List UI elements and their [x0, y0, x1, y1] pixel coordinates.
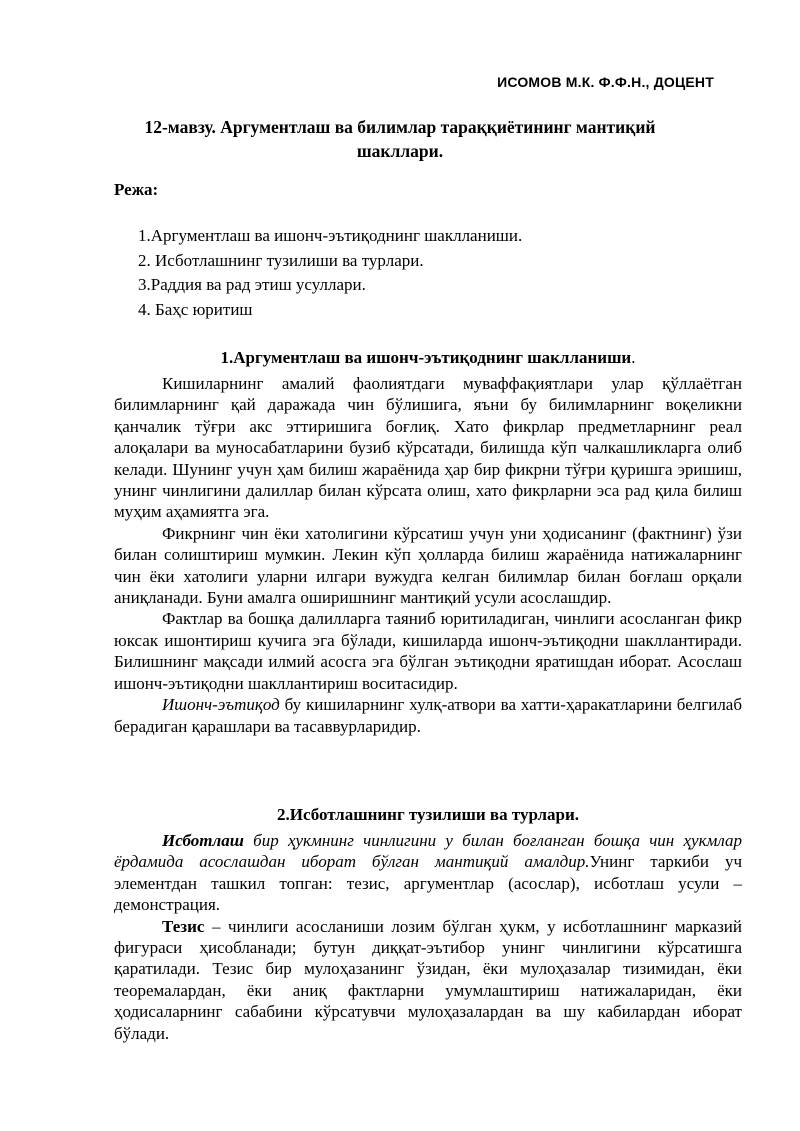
- plan-item-3: 3.Раддия ва рад этиш усуллари.: [138, 275, 366, 294]
- section-2-body: [114, 830, 742, 1044]
- term-ishonch-etiqod: Ишонч-эътиқод: [162, 695, 280, 715]
- term-isbotlash: Исботлаш: [162, 831, 244, 850]
- section-1-paragraph-1: Кишиларнинг амалий фаолиятдаги муваффақиятлари улар қўллаётган билимларнинг қай даражада чин бўлишига, яъни бу билимларнинг воқеликни қанчалик тўғри акс эттиришига боғлиқ. Хато фикрлар предметларнинг реал алоқалари ва муносабатларини бузиб кўрсатади, билишда кўп чалкашликларга олиб келади. Шунинг учун ҳам билиш жараёнида ҳар бир фикрни тўғри қуришга эришиш, унинг чинлигини далиллар билан кўрсата олиш, хато фикрларни эса рад қила билиш муҳим аҳамиятга эга.: [114, 374, 742, 522]
- section-1-paragraph-4: [114, 694, 742, 737]
- plan-label: Режа:: [114, 180, 159, 199]
- section-1-body: [114, 373, 742, 737]
- section-2-paragraph-2: [114, 916, 742, 1044]
- section-2-heading: 2.Исботлашнинг тузилиши ва турлари.: [276, 805, 580, 824]
- document-title: 12-мавзу. Аргументлаш ва билимлар тараққиётининг мантиқий шакллари.: [144, 117, 656, 161]
- section-1-heading-period: .: [631, 348, 636, 367]
- section-2-paragraph-2-text: – чинлиги асосланиши лозим бўлган ҳукм, у исботлашнинг марказий фигураси ҳисобланади; бутун диққат-эътибор унинг чинлигини кўрсатишга қаратилади. Тезис бир мулоҳазанинг ўзидан, ёки мулоҳазалар тизимидан, ёки теоремалардан, ёки аниқ фактларни умумлаштириш натижаларидан, ёки ҳодисаларнинг сабабини кўрсатувчи мулоҳазалардан ва шу кабилардан иборат бўлади.: [114, 916, 742, 1043]
- section-1-heading: [114, 348, 742, 368]
- plan-item-4: 4. Баҳс юритиш: [138, 299, 253, 319]
- isbotlash-definition: бир ҳукмнинг чинлигини у билан боғланган бошқа чин ҳукмлар ёрдамида асослашдан иборат бўлган мантиқий амалдир.: [114, 831, 742, 872]
- section-2-paragraph-1-text: Унинг таркиби уч элементдан ташкил топган: тезис, аргументлар (асослар), исботлаш усули – демонстрация.: [114, 852, 742, 915]
- section-1-heading-text: 1.Аргументлаш ва ишонч-эътиқоднинг шаклланиши: [220, 348, 632, 367]
- author-header: ИСОМОВ М.К. Ф.Ф.Н., ДОЦЕНТ: [497, 74, 714, 90]
- plan-item-1: 1.Аргументлаш ва ишонч-эътиқоднинг шаклланиши.: [138, 226, 523, 245]
- term-tezis: Тезис: [162, 916, 205, 936]
- plan-item-2: 2. Исботлашнинг тузилиши ва турлари.: [138, 250, 424, 270]
- plan-list: [138, 224, 522, 322]
- section-1-paragraph-3: Фактлар ва бошқа далилларга таяниб юритиладиган, чинлиги асосланган фикр юксак ишонтириш кучига эга бўлади, кишиларда ишонч-эътиқодни шакллантиради. Билишнинг мақсади илмий асосга эга бўлган эътиқодни яратишдан иборат. Асослаш ишонч-эътиқодни шакллантириш воситасидир.: [114, 609, 742, 693]
- section-2-paragraph-1: [114, 830, 742, 916]
- section-1-paragraph-4-text: бу кишиларнинг хулқ-атвори ва хатти-ҳаракатларини белгилаб берадиган қарашлари ва тасаввурларидир.: [114, 695, 742, 736]
- section-1-paragraph-2: Фикрнинг чин ёки хатолигини кўрсатиш учун уни ҳодисанинг (фактнинг) ўзи билан солиштириш мумкин. Лекин кўп ҳолларда билиш жараёнида натижаларнинг чин ёки хатолиги уларни илгари вужудга келган билимлар билан боғлаш орқали аниқланади. Буни амалга оширишнинг мантиқий усули асослашдир.: [114, 523, 742, 608]
